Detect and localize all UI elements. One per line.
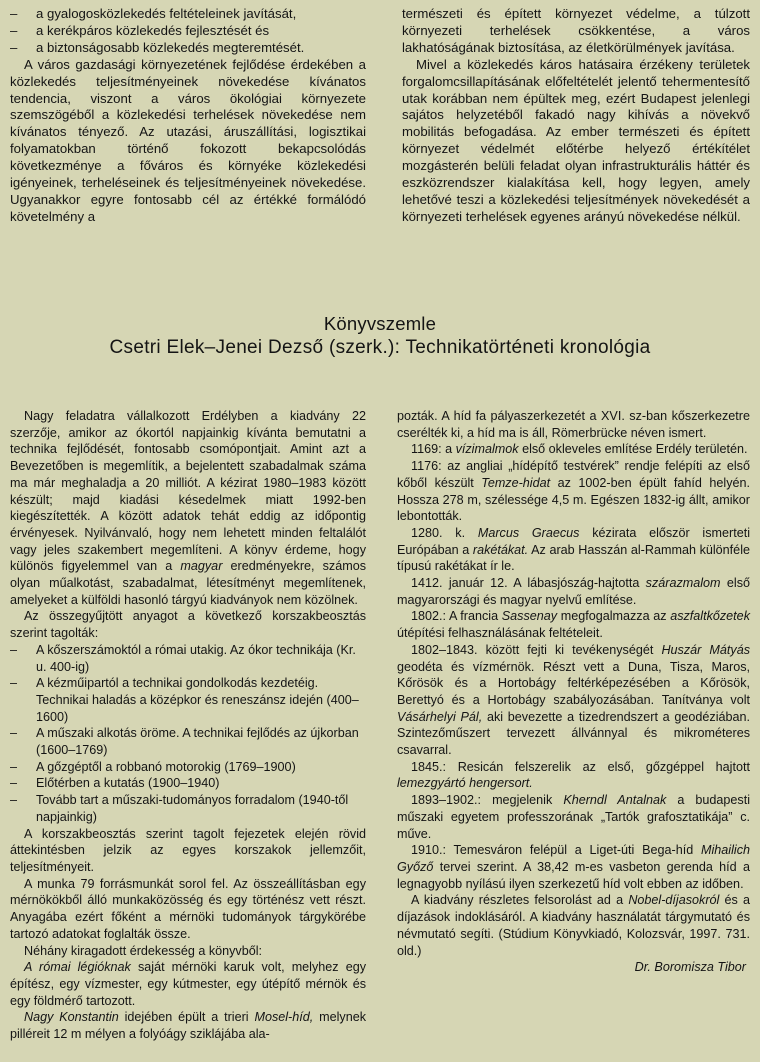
list-item: – A kőszerszámoktól a római utakig. Az ókor technikája (Kr. u. 400-ig) [10,642,356,674]
periods-list [10,642,366,826]
chronology-entry: 1802–1843. között fejti ki tevékenységét Huszár Mátyás geodéta és vízmérnök. Részt vett a Duna, Tisza, Maros, Kőrösök és a Hortobágy feltérképezésében a Kőrösök, Berettyó és a Hortobágy szabályozásában. Tanítványa volt Vásárhelyi Pál, aki bevezette a tizedrendszert a geodéziában. Szintezőműszert tervezett állvánnyal és mikrométeres csavarral. [397,642,751,758]
closing-paragraph: A kiadvány részletes felsorolást ad a Nobel-díjasokról és a díjazások indoklásáról. A kiadvány használatát tárgymutató és névmutató segíti. (Stúdium Könyvkiadó, Kolozsvár, 1997. 731. old.) [397,893,751,958]
list-item: – A műszaki alkotás öröme. A technikai fejlődés az újkorban (1600–1769) [10,726,359,758]
review-left-column [10,408,366,1043]
city-development-paragraph: A város gazdasági környezetének fejlődése érdekében a közlekedés teljesítményeinek növekedése kívánatos tendencia, viszont a város ökológiai környezete szemszögéből a közlekedési terhelések növekedése nem kívánatos tényező. Az utazási, áruszállítási, logisztikai folyamatokban történő fokozott bekapcsolódás következménye a főváros és környéke közlekedési igényeinek, terheléseinek és teljesítményeinek növekedése. Ugyanakkor egyre fontosabb cél az értékké formálódó követelmény a [10,56,366,224]
section-title: Könyvszemle [323,313,437,334]
top-left-column [10,6,366,226]
periods-intro: Az összegyűjtött anyagot a következő korszakbeosztás szerint tagolták: [10,609,366,641]
mobility-paragraph: Mivel a közlekedés káros hatásaira érzékeny területek forgalomcsillapításának előfeltételét jelentő tehermentesítő utak korábban nem épültek meg, ezért Budapest jelenlegi sajátos helyzetéből fakadó nagy kihívás a növekvő mobilitás befogadása. Az ember természeti és épített környezet védelmét előtérbe helyező értékítélet mozgásterén belüli feladat olyan infrastrukturális háttér és eszközrendszer kialakítása kell, hogy legyen, amely lehetővé teszi a közlekedési teljesítmények növekedését a környezeti terhelések egyenes arányú növekedése nélkül. [402,56,750,224]
chronology-entry: 1176: az angliai „hídépítő testvérek” rendje felépíti az első kőből készült Temze-hidat az 1002-ben épült fahíd helyén. Hossza 278 m, szélessége 4,5 m. Egészen 1832-ig állt, amikor lebontották. [397,459,750,524]
mosel-bridge-paragraph: Nagy Konstantin idejében épült a trieri Mosel-híd, melynek pilléreit 12 m mélyen a folyóágy sziklájába ala- [10,1010,367,1042]
chapters-paragraph: A korszakbeosztás szerint tagolt fejezetek elején rövid áttekintésben jelzik az egyes korszakok jellemzőit, teljesítményeit. [10,826,366,874]
chronology-entry: 1169: a vízimalmok első okleveles említése Erdély területén. [411,442,748,457]
list-item: – A kézműipartól a technikai gondolkodás kezdetéig. Technikai haladás a középkor és reneszánsz idején (400–1600) [10,676,359,724]
chronology-entry: 1280. k. Marcus Graecus kézirata először ismerteti Európában a rakétákat. Az arab Hasszán al-Rammah különféle típusú rakétákat ír le. [397,525,751,574]
highlights-intro: Néhány kiragadott érdekesség a könyvből: [24,943,263,958]
transport-goals-list [10,6,366,57]
roman-paragraph: A római légióknak saját mérnöki karuk volt, melyhez egy építész, egy vízmester, egy kútmester, egy útépítő mérnök és egy földmérő tartozott. [10,960,366,1008]
list-item: – a kerékpáros közlekedés fejlesztését és [10,22,270,38]
sources-paragraph: A munka 79 forrásmunkát sorol fel. Az összeállításban egy mérnökökből álló munkaközösség és egy történész vett részt. Anyagába ezért főként a mérnöki tudományok tárgykörébe tartozó adatokat foglalták össze. [10,876,366,941]
top-right-column [402,6,750,226]
list-item: – Tovább tart a műszaki-tudományos forradalom (1940-től napjainkig) [10,793,349,824]
list-item: – a biztonságosabb közlekedés megteremtését. [10,39,305,55]
review-header [0,312,760,360]
mosel-bridge-continued: pozták. A híd fa pályaszerkezetét a XVI. sz-ban kőszerkezetre cserélték ki, a híd ma is áll, Römerbrücke néven ismert. [397,409,750,440]
list-item: – a gyalogosközlekedés feltételeinek javítását, [10,6,297,21]
review-right-column [397,408,750,976]
reviewer-signature: Dr. Boromisza Tibor [634,960,746,975]
chronology-entry: 1802.: A francia Sassenay megfogalmazza az aszfaltkőzetek útépítési felhasználásának feltételeit. [397,609,750,641]
chronology-entry: 1910.: Temesváron felépül a Liget-úti Bega-híd Mihailich Győző tervei szerint. A 38,42 m-es vasbeton gerenda híd a legnagyobb nyílású ilyen szerkezetű híd volt ebben az időben. [397,843,751,891]
chronology-entry: 1412. január 12. A lábasjószág-hajtotta szárazmalom első magyarországi és magyar nyelvű említése. [397,576,750,607]
environment-paragraph: természeti és épített környezet védelme, a túlzott környezeti terhelések csökkentése, a város lakhatóságának biztosítása, az életkörülmények javítása. [402,6,750,55]
book-title: Csetri Elek–Jenei Dezső (szerk.): Technikatörténeti kronológia [109,337,651,358]
chronology-entry: 1893–1902.: megjelenik Kherndl Antalnak a budapesti műszaki egyetem professzorának „Tartók grafosztatikája” c. műve. [397,793,751,841]
chronology-entry: 1845.: Resicán felszerelik az első, gőzgéppel hajtott lemezgyártó hengersort. [397,759,750,791]
list-item: – Előtérben a kutatás (1900–1940) [10,776,220,791]
list-item: – A gőzgéptől a robbanó motorokig (1769–1900) [10,759,296,774]
review-intro: Nagy feladatra vállalkozott Erdélyben a kiadvány 22 szerzője, amikor az ókortól napjainkig kívánta bemutatni a technika fejlődését, fontosabb csomópontjait. Amint azt a Bevezetőben is megemlítik, a bejelentett szabadalmak száma ma már meghaladja a 20 milliót. A kézirat 1980–1983 között készült; majd kiadási késedelmek miatt 1992-ben kiegészítették. A között adatok tehát eddig az időpontig érvényesek. Nyilvánvaló, hogy nem lehetett minden feltalálót vagy jeles szakembert megemlíteni. A könyv érdeme, hogy különös figyelemmel van a magyar eredményekre, számos olyan műalkotást, szabadalmat, létesítményt megemlítenek, amelyeket a külföldi hasonló tárgyú kiadványok nem közölnek. [10,409,367,607]
